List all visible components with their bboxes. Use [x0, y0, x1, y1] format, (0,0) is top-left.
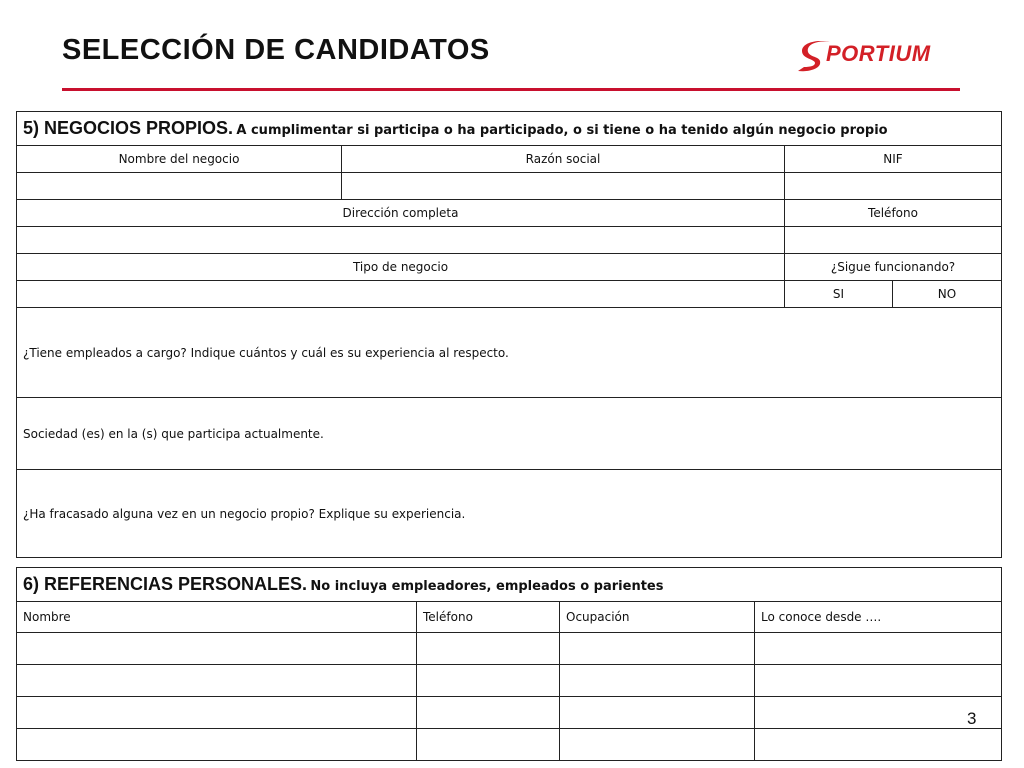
field-business-name[interactable] — [17, 173, 342, 200]
ref-known-since-field[interactable] — [755, 697, 1002, 729]
field-failed-business[interactable] — [17, 470, 1002, 558]
sportium-logo — [796, 36, 966, 76]
question-employees: ¿Tiene empleados a cargo? Indique cuántos y cuál es su experiencia al respecto. — [23, 345, 509, 360]
label-business-name: Nombre del negocio — [17, 146, 342, 173]
ref-known-since-field[interactable] — [755, 665, 1002, 697]
header-divider — [62, 88, 960, 91]
label-phone: Teléfono — [785, 200, 1002, 227]
page-number: 3 — [967, 709, 977, 728]
logo-wordmark: PORTIUM — [826, 41, 931, 66]
ref-phone-field[interactable] — [417, 729, 560, 761]
section-6-header — [17, 568, 1002, 602]
ref-name-field[interactable] — [17, 729, 417, 761]
ref-phone-field[interactable] — [417, 697, 560, 729]
label-business-type: Tipo de negocio — [17, 254, 785, 281]
field-business-type[interactable] — [17, 281, 785, 308]
ref-occupation-field[interactable] — [560, 633, 755, 665]
field-full-address[interactable] — [17, 227, 785, 254]
label-still-running: ¿Sigue funcionando? — [785, 254, 1002, 281]
ref-phone-field[interactable] — [417, 665, 560, 697]
section-5-header — [17, 112, 1002, 146]
label-full-address: Dirección completa — [17, 200, 785, 227]
section-6-title: 6) REFERENCIAS PERSONALES. — [23, 574, 308, 594]
label-nif: NIF — [785, 146, 1002, 173]
table-row — [17, 697, 1002, 729]
option-no[interactable]: NO — [893, 281, 1002, 308]
col-header-known-since: Lo conoce desde …. — [755, 602, 1002, 633]
section-6-table — [16, 567, 1002, 761]
ref-phone-field[interactable] — [417, 633, 560, 665]
col-header-phone: Teléfono — [417, 602, 560, 633]
section-5-table — [16, 111, 1002, 558]
ref-name-field[interactable] — [17, 697, 417, 729]
table-row — [17, 633, 1002, 665]
col-header-name: Nombre — [17, 602, 417, 633]
ref-occupation-field[interactable] — [560, 729, 755, 761]
field-companies[interactable] — [17, 398, 1002, 470]
page-title: SELECCIÓN DE CANDIDATOS — [62, 34, 490, 66]
ref-name-field[interactable] — [17, 633, 417, 665]
table-row — [17, 729, 1002, 761]
section-5-note: A cumplimentar si participa o ha participado, o si tiene o ha tenido algún negocio propio — [236, 123, 888, 138]
question-companies: Sociedad (es) en la (s) que participa actualmente. — [23, 426, 324, 441]
ref-occupation-field[interactable] — [560, 665, 755, 697]
table-row — [17, 665, 1002, 697]
section-6-note: No incluya empleadores, empleados o parientes — [310, 579, 664, 594]
ref-name-field[interactable] — [17, 665, 417, 697]
field-nif[interactable] — [785, 173, 1002, 200]
ref-known-since-field[interactable] — [755, 633, 1002, 665]
field-phone[interactable] — [785, 227, 1002, 254]
ref-occupation-field[interactable] — [560, 697, 755, 729]
ref-known-since-field[interactable] — [755, 729, 1002, 761]
option-yes[interactable]: SI — [785, 281, 893, 308]
section-5-title: 5) NEGOCIOS PROPIOS. — [23, 118, 234, 138]
field-company-name[interactable] — [342, 173, 785, 200]
col-header-occupation: Ocupación — [560, 602, 755, 633]
label-company-name: Razón social — [342, 146, 785, 173]
question-failed-business: ¿Ha fracasado alguna vez en un negocio propio? Explique su experiencia. — [23, 506, 466, 521]
field-employees[interactable] — [17, 308, 1002, 398]
